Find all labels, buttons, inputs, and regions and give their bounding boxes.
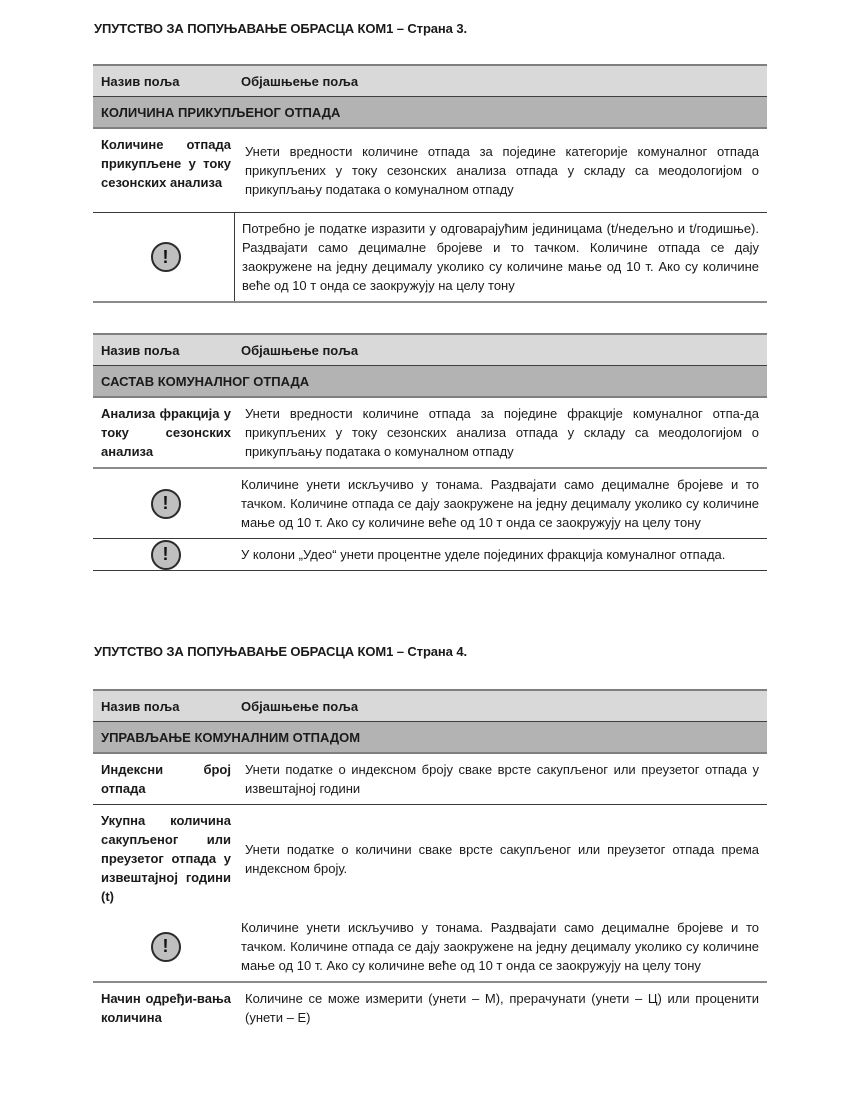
- table-header: [93, 333, 767, 365]
- field-explanation-text: Унети податке о количини сваке врсте сакупљеног или преузетог отпада према индексном броју.: [245, 841, 759, 876]
- note-row: [93, 539, 767, 571]
- table-waste-composition: [93, 333, 767, 571]
- header-field-name: Назив поља: [101, 698, 180, 714]
- field-explanation: [239, 805, 767, 912]
- table-row: [93, 129, 767, 213]
- field-explanation: Унети податке о индексном броју сваке врсте сакупљеног или преузетог отпада у извештајној години: [245, 762, 759, 796]
- warning-icon: !: [151, 540, 181, 570]
- page-title: УПУТСТВО ЗА ПОПУЊАВАЊЕ ОБРАСЦА КОМ1 – Страна 3.: [94, 21, 467, 36]
- field-explanation: [239, 129, 767, 212]
- warning-icon: !: [151, 932, 181, 962]
- page-title: УПУТСТВО ЗА ПОПУЊАВАЊЕ ОБРАСЦА КОМ1 – Страна 4.: [94, 644, 467, 659]
- header-field-explanation: Објашњење поља: [241, 698, 359, 714]
- section-heading: УПРАВЉАЊЕ КОМУНАЛНИМ ОТПАДОМ: [93, 721, 767, 754]
- warning-cell: [93, 469, 234, 538]
- note-row: [93, 912, 767, 983]
- table-row: [93, 398, 767, 469]
- header-field-name: Назив поља: [101, 342, 180, 358]
- note-row: [93, 469, 767, 539]
- warning-cell: [93, 912, 234, 981]
- field-label: Укупна количина сакупљеног или преузетог отпада у извештајној години (t): [101, 813, 231, 904]
- field-explanation: Унети вредности количине отпада за поједине фракције комуналног отпа-да прикупљених у току сезонских анализа отпада у складу са меодологијом о прикупљању података о комуналном отпаду: [245, 406, 759, 459]
- field-label: Начин одређи-вања количина: [101, 991, 231, 1025]
- warning-cell: [93, 539, 234, 570]
- table-row: [93, 805, 767, 912]
- table-collected-waste: [93, 64, 767, 303]
- section-heading: САСТАВ КОМУНАЛНОГ ОТПАДА: [93, 365, 767, 398]
- note-text: У колони „Удео“ унети процентне уделе појединих фракција комуналног отпада.: [241, 547, 726, 562]
- header-field-explanation: Објашњење поља: [241, 342, 359, 358]
- warning-icon: !: [151, 489, 181, 519]
- note-text: Количине унети искључиво у тонама. Раздвајати само децималне бројеве и то тачком. Количине отпада се дају заокружене на једну децималу уколико су количине мање од 10 т. Ако су количине веће од 10 т онда се заокружују на целу тону: [241, 477, 759, 530]
- warning-cell: [93, 213, 235, 301]
- section-heading: КОЛИЧИНА ПРИКУПЉЕНОГ ОТПАДА: [93, 96, 767, 129]
- header-field-name: Назив поља: [101, 73, 180, 89]
- field-label: Анализа фракција у току сезонских анализа: [101, 406, 231, 459]
- table-row: [93, 754, 767, 805]
- header-field-explanation: Објашњење поља: [241, 73, 359, 89]
- field-explanation: Количине се може измерити (унети – М), прерачунати (унети – Ц) или проценити (унети – Е): [245, 991, 759, 1025]
- table-header: [93, 689, 767, 721]
- warning-icon: !: [151, 242, 181, 272]
- note-row: [93, 213, 767, 303]
- note-text: Потребно је податке изразити у одговарајућим јединицама (t/недељно и t/годишње). Раздвајати само децималне бројеве и то тачком. Количине отпада се дају заокружене на једну децималу уколико су количине мање од 10 т. Ако су количине веће од 10 т онда се заокружују на целу тону: [242, 221, 759, 293]
- table-row: [93, 983, 767, 1033]
- table-header: [93, 64, 767, 96]
- field-label: Количине отпада прикупљене у току сезонских анализа: [101, 137, 231, 190]
- note-text: Количине унети искључиво у тонама. Раздвајати само децималне бројеве и то тачком. Количине отпада се дају заокружене на једну децималу уколико су количине мање од 10 т. Ако су количине веће од 10 т онда се заокружују на целу тону: [241, 920, 759, 973]
- field-explanation-text: Унети вредности количине отпада за поједине категорије комуналног отпада прикупљених у току сезонских анализа отпада у складу са меодологијом о прикупљању података о комуналном отпаду: [245, 144, 759, 197]
- table-waste-management: [93, 689, 767, 1033]
- field-label: Индексни број отпада: [101, 762, 231, 796]
